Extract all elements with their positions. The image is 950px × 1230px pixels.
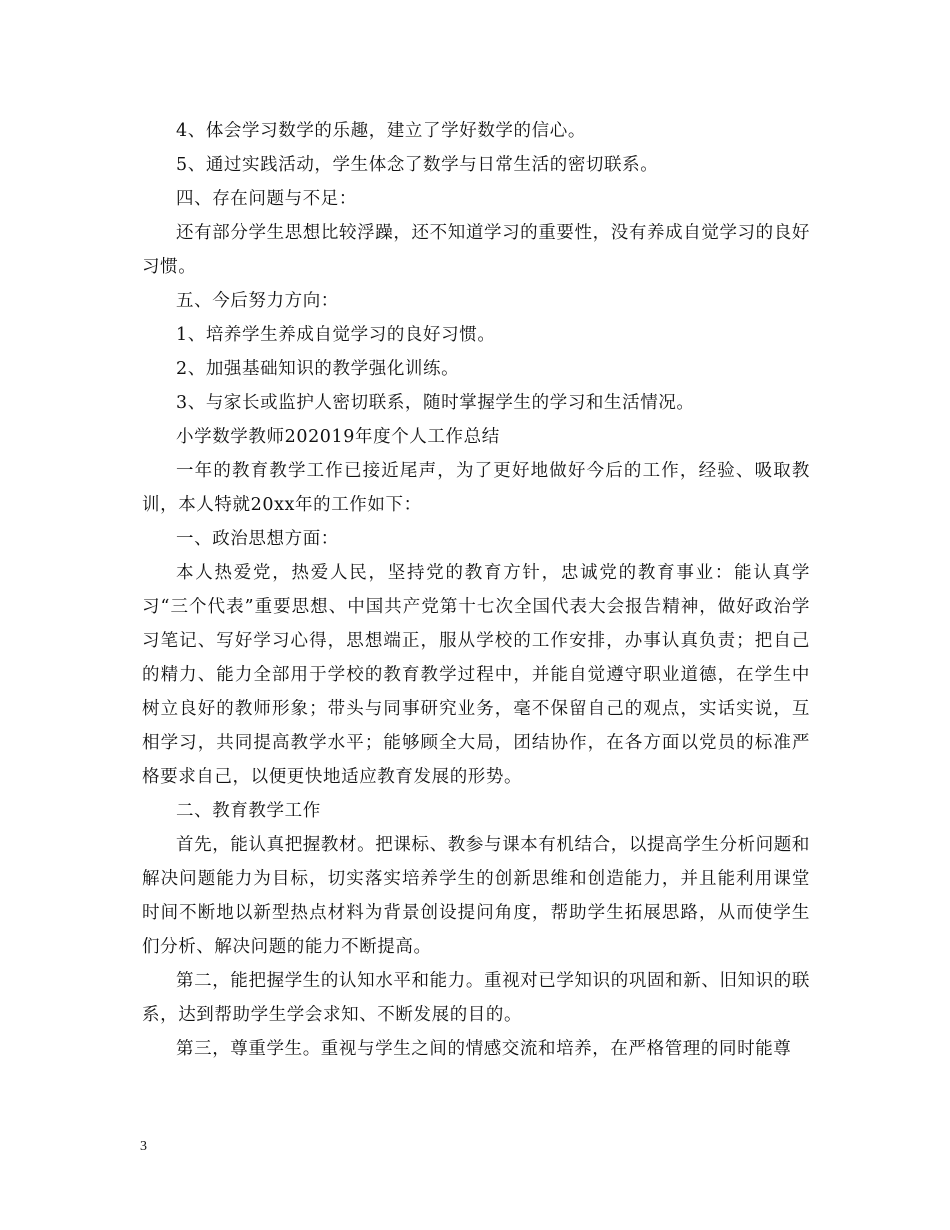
paragraph: 第三，尊重学生。重视与学生之间的情感交流和培养，在严格管理的同时能尊 <box>176 1039 792 1059</box>
paragraph: 2、加强基础知识的教学强化训练。 <box>176 359 460 379</box>
paragraph: 1、培养学生养成自觉学习的良好习惯。 <box>176 325 496 345</box>
document-body <box>142 114 810 1066</box>
paragraph: 第二，能把握学生的认知水平和能力。重视对已学知识的巩固和新、旧知识的联系，达到帮助学生学会求知、不断发展的目的。 <box>142 971 810 1025</box>
paragraph: 首先，能认真把握教材。把课标、教参与课本有机结合，以提高学生分析问题和解决问题能力为目标，切实落实培养学生的创新思维和创造能力，并且能利用课堂时间不断地以新型热点材料为背景创设提问角度，帮助学生拓展思路，从而使学生们分析、解决问题的能力不断提高。 <box>142 835 810 957</box>
paragraph: 本人热爱党，热爱人民，坚持党的教育方针，忠诚党的教育事业：能认真学习“三个代表”重要思想、中国共产党第十七次全国代表大会报告精神，做好政治学习笔记、写好学习心得，思想端正，服从学校的工作安排，办事认真负责；把自己的精力、能力全部用于学校的教育教学过程中，并能自觉遵守职业道德，在学生中树立良好的教师形象；带头与同事研究业务，毫不保留自己的观点，实话实说，互相学习，共同提高教学水平；能够顾全大局，团结协作，在各方面以党员的标准严格要求自己，以便更快地适应教育发展的形势。 <box>142 563 810 787</box>
section-heading: 二、教育教学工作 <box>176 801 321 821</box>
section-heading: 五、今后努力方向： <box>176 291 339 311</box>
document-title: 小学数学教师202019年度个人工作总结 <box>176 427 500 447</box>
page-number: 3 <box>140 1139 147 1154</box>
section-heading: 四、存在问题与不足： <box>176 189 357 209</box>
paragraph: 还有部分学生思想比较浮躁，还不知道学习的重要性，没有养成自觉学习的良好习惯。 <box>142 223 810 277</box>
paragraph: 3、与家长或监护人密切联系，随时掌握学生的学习和生活情况。 <box>176 393 695 413</box>
paragraph: 4、体会学习数学的乐趣，建立了学好数学的信心。 <box>176 121 586 141</box>
paragraph: 一年的教育教学工作已接近尾声，为了更好地做好今后的工作，经验、吸取教训，本人特就20xx年的工作如下： <box>142 461 810 515</box>
section-heading: 一、政治思想方面： <box>176 529 339 549</box>
paragraph: 5、通过实践活动，学生体念了数学与日常生活的密切联系。 <box>176 155 659 175</box>
